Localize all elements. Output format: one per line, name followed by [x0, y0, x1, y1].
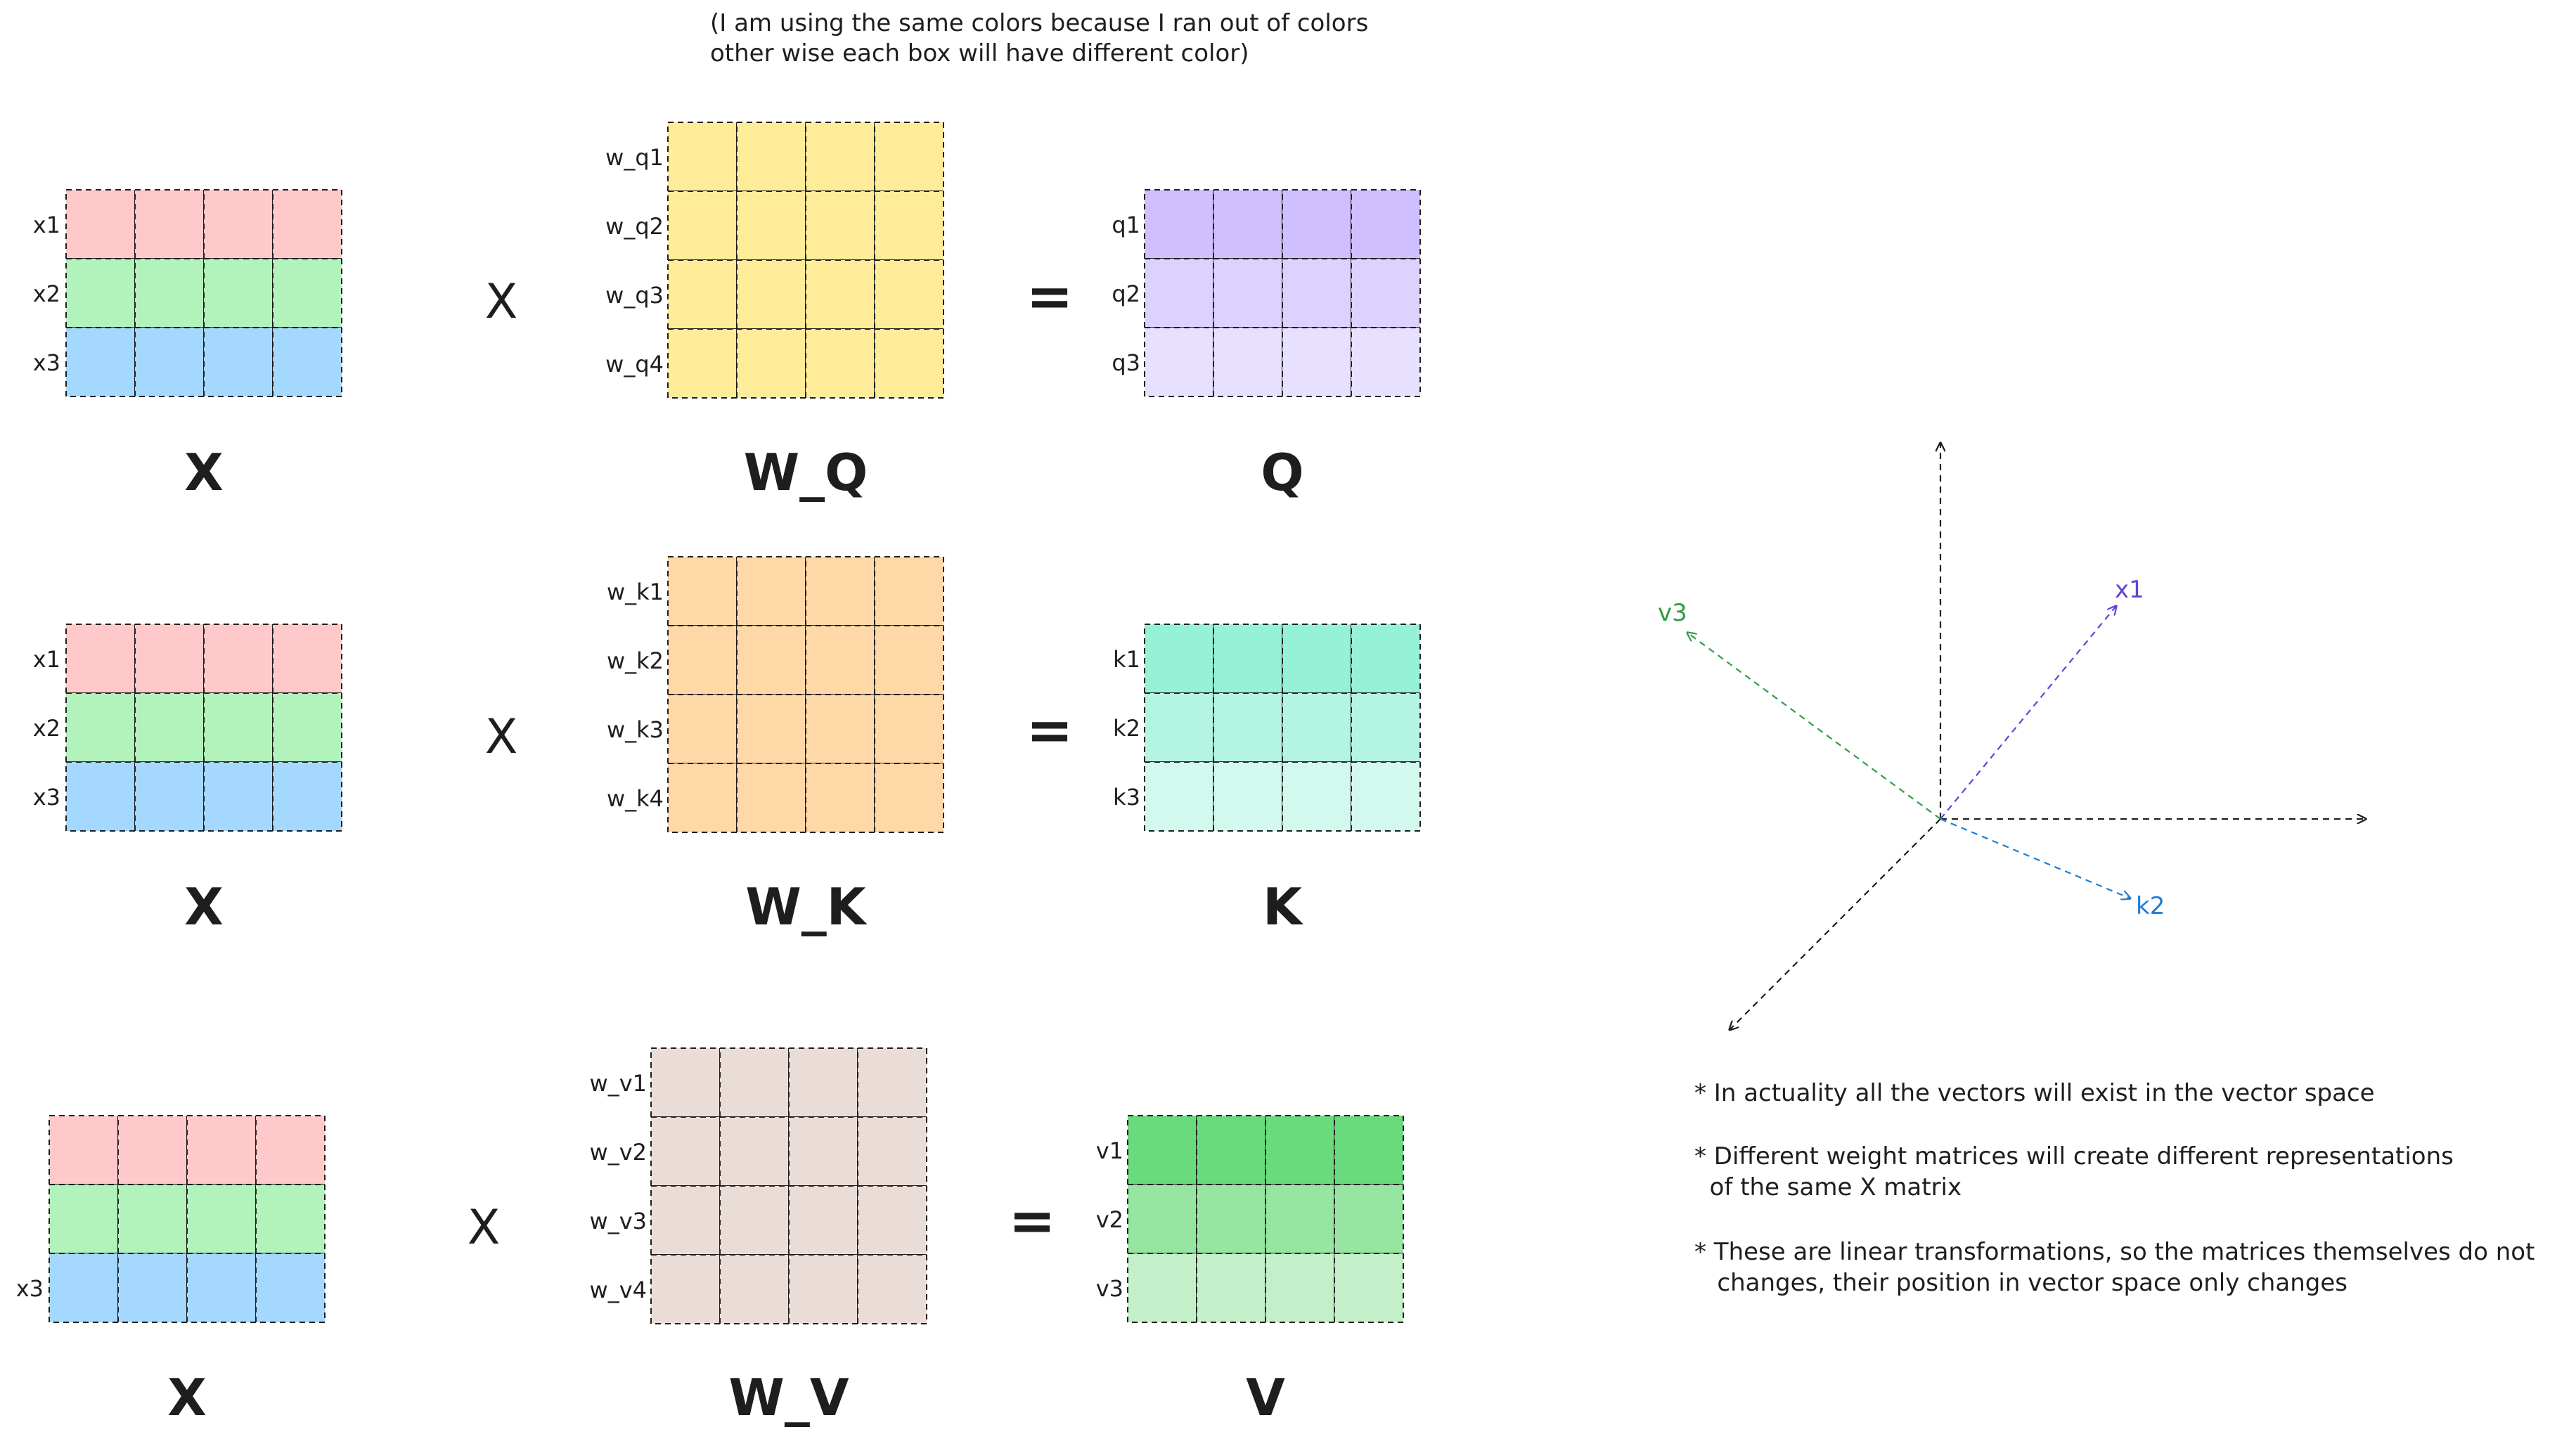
matrix-row-2 — [33, 557, 1420, 936]
weight-matrix-cell — [789, 1255, 858, 1324]
weight-matrix-cell — [789, 1186, 858, 1255]
output-matrix-cell — [1282, 259, 1351, 328]
weight-matrix-cell — [875, 626, 944, 695]
weight-matrix-cell — [875, 191, 944, 260]
input-matrix-cell — [135, 190, 204, 259]
weight-row-label: w_q2 — [605, 213, 664, 240]
input-matrix-cell — [66, 624, 135, 693]
weight-matrix-cell — [858, 1186, 927, 1255]
weight-matrix-cell — [651, 1048, 720, 1117]
notes — [1694, 1079, 2535, 1297]
output-matrix-cell — [1145, 328, 1213, 396]
output-row-label: q3 — [1112, 349, 1140, 376]
output-matrix-cell — [1266, 1253, 1334, 1322]
weight-matrix-cell — [858, 1117, 927, 1186]
input-matrix-cell — [273, 190, 342, 259]
weight-matrix-cell — [806, 763, 875, 832]
input-matrix-cell — [118, 1116, 187, 1185]
weight-matrix-cell — [806, 626, 875, 695]
weight-matrix-cell — [651, 1255, 720, 1324]
weight-matrix-cell — [789, 1117, 858, 1186]
weight-matrix-cell — [875, 122, 944, 191]
output-matrix-cell — [1334, 1116, 1403, 1185]
output-matrix-cell — [1334, 1253, 1403, 1322]
output-matrix-cell — [1213, 762, 1282, 831]
input-row-label: x2 — [32, 715, 60, 742]
output-matrix-cell — [1351, 762, 1420, 831]
weight-matrix-cell — [806, 260, 875, 329]
output-matrix-cell — [1351, 693, 1420, 762]
input-matrix-cell — [135, 328, 204, 396]
weight-matrix-title: W_K — [745, 877, 866, 936]
weight-matrix-cell — [668, 191, 737, 260]
input-matrix-cell — [135, 762, 204, 831]
output-matrix-cell — [1197, 1116, 1266, 1185]
weight-matrix-cell — [668, 557, 737, 626]
output-matrix-cell — [1213, 328, 1282, 396]
output-matrix-cell — [1128, 1185, 1197, 1253]
equals-operator: = — [1008, 1188, 1056, 1253]
input-matrix-title: X — [167, 1368, 207, 1427]
input-matrix-cell — [256, 1185, 325, 1253]
input-matrix-cell — [187, 1185, 256, 1253]
output-matrix-cell — [1334, 1185, 1403, 1253]
weight-matrix-cell — [651, 1186, 720, 1255]
weight-matrix-cell — [720, 1048, 789, 1117]
output-matrix-title: Q — [1261, 443, 1304, 502]
weight-row-label: w_k2 — [606, 647, 664, 674]
multiply-operator: X — [484, 274, 518, 330]
weight-matrix-cell — [806, 329, 875, 398]
top-note-line-2: other wise each box will have different color) — [710, 39, 1249, 67]
output-matrix-cell — [1351, 259, 1420, 328]
equals-operator: = — [1026, 264, 1074, 329]
input-row-label: x1 — [32, 646, 60, 673]
weight-matrix-cell — [806, 695, 875, 763]
input-matrix-cell — [256, 1253, 325, 1322]
weight-matrix-cell — [737, 626, 806, 695]
weight-matrix-cell — [789, 1048, 858, 1117]
note-3-line-2: changes, their position in vector space only changes — [1694, 1269, 2348, 1297]
output-matrix-cell — [1145, 624, 1213, 693]
weight-matrix-cell — [858, 1255, 927, 1324]
weight-row-label: w_q1 — [605, 144, 664, 171]
input-matrix-cell — [273, 259, 342, 328]
weight-matrix-cell — [668, 763, 737, 832]
weight-row-label: w_k3 — [606, 716, 664, 743]
output-matrix-cell — [1282, 693, 1351, 762]
weight-matrix-cell — [720, 1186, 789, 1255]
weight-matrix-cell — [858, 1048, 927, 1117]
note-2-line-2: of the same X matrix — [1694, 1173, 1962, 1201]
vector-x1-arrow — [1940, 606, 2116, 819]
vector-k2-label: k2 — [2136, 892, 2165, 920]
note-2-line-1: * Different weight matrices will create different representations — [1694, 1142, 2454, 1170]
output-matrix-cell — [1213, 693, 1282, 762]
vector-x1-label: x1 — [2115, 576, 2144, 604]
input-row-label: x3 — [32, 349, 60, 376]
weight-matrix-cell — [651, 1117, 720, 1186]
axis-down-left — [1730, 819, 1940, 1030]
weight-row-label: w_k4 — [606, 785, 664, 812]
weight-row-label: w_v2 — [589, 1139, 647, 1166]
output-row-label: k2 — [1113, 715, 1140, 742]
note-1-line-1: * In actuality all the vectors will exist in the vector space — [1694, 1079, 2375, 1107]
matrix-row-3 — [16, 1048, 1403, 1427]
weight-row-label: w_v1 — [589, 1070, 647, 1097]
input-matrix-cell — [204, 328, 273, 396]
output-matrix-cell — [1197, 1253, 1266, 1322]
multiply-operator: X — [484, 709, 518, 765]
input-matrix-title: X — [184, 443, 224, 502]
weight-matrix-cell — [668, 626, 737, 695]
input-row-label: x2 — [32, 280, 60, 307]
input-matrix-cell — [66, 762, 135, 831]
input-matrix-cell — [187, 1116, 256, 1185]
input-matrix-cell — [273, 762, 342, 831]
input-matrix-cell — [49, 1116, 118, 1185]
output-row-label: q1 — [1112, 212, 1140, 238]
matrix-row-1 — [33, 122, 1420, 502]
output-matrix-title: V — [1246, 1368, 1285, 1427]
weight-matrix-cell — [875, 260, 944, 329]
weight-row-label: w_v3 — [589, 1208, 647, 1234]
input-row-label: x1 — [32, 212, 60, 238]
weight-matrix-cell — [668, 695, 737, 763]
output-matrix-cell — [1128, 1253, 1197, 1322]
input-row-label: x3 — [15, 1275, 44, 1302]
input-matrix-cell — [66, 259, 135, 328]
output-matrix-cell — [1128, 1116, 1197, 1185]
output-matrix-cell — [1145, 693, 1213, 762]
output-matrix-cell — [1213, 624, 1282, 693]
weight-matrix-cell — [806, 557, 875, 626]
weight-matrix-cell — [806, 191, 875, 260]
weight-matrix-cell — [737, 763, 806, 832]
weight-matrix-cell — [806, 122, 875, 191]
vector-v3-arrow — [1687, 633, 1940, 819]
output-matrix-cell — [1213, 259, 1282, 328]
vector-space-plot — [1658, 443, 2366, 1030]
input-matrix-cell — [49, 1185, 118, 1253]
weight-matrix-title: W_Q — [743, 443, 868, 502]
equals-operator: = — [1026, 697, 1074, 763]
input-matrix-cell — [66, 190, 135, 259]
input-matrix-cell — [135, 259, 204, 328]
output-row-label: k1 — [1113, 646, 1140, 673]
output-matrix-cell — [1351, 328, 1420, 396]
input-matrix-cell — [273, 624, 342, 693]
weight-row-label: w_q4 — [605, 351, 664, 378]
input-matrix-title: X — [184, 877, 224, 936]
output-matrix-cell — [1197, 1185, 1266, 1253]
input-matrix-cell — [135, 624, 204, 693]
weight-matrix-cell — [720, 1117, 789, 1186]
weight-matrix-cell — [875, 557, 944, 626]
note-3-line-1: * These are linear transformations, so the matrices themselves do not — [1694, 1238, 2535, 1266]
output-matrix-cell — [1351, 190, 1420, 259]
weight-matrix-cell — [875, 329, 944, 398]
output-row-label: k3 — [1113, 784, 1140, 811]
output-matrix-cell — [1282, 762, 1351, 831]
output-row-label: q2 — [1112, 280, 1140, 307]
output-matrix-cell — [1351, 624, 1420, 693]
weight-matrix-cell — [875, 763, 944, 832]
input-matrix-cell — [273, 693, 342, 762]
weight-matrix-cell — [737, 329, 806, 398]
output-matrix-cell — [1145, 259, 1213, 328]
output-matrix-cell — [1282, 190, 1351, 259]
output-matrix-cell — [1213, 190, 1282, 259]
weight-matrix-cell — [737, 122, 806, 191]
output-row-label: v2 — [1095, 1206, 1123, 1233]
input-matrix-cell — [66, 328, 135, 396]
input-matrix-cell — [204, 190, 273, 259]
output-matrix-title: K — [1263, 877, 1302, 936]
input-matrix-cell — [49, 1253, 118, 1322]
vector-v3-label: v3 — [1658, 599, 1687, 627]
multiply-operator: X — [467, 1200, 501, 1256]
weight-matrix-cell — [668, 122, 737, 191]
weight-matrix-cell — [720, 1255, 789, 1324]
weight-matrix-cell — [875, 695, 944, 763]
weight-matrix-cell — [737, 557, 806, 626]
input-matrix-cell — [204, 259, 273, 328]
input-matrix-cell — [204, 624, 273, 693]
output-matrix-cell — [1266, 1116, 1334, 1185]
weight-matrix-cell — [737, 695, 806, 763]
input-matrix-cell — [204, 762, 273, 831]
input-matrix-cell — [256, 1116, 325, 1185]
vector-k2-arrow — [1940, 819, 2130, 898]
weight-matrix-cell — [737, 191, 806, 260]
input-matrix-cell — [273, 328, 342, 396]
input-matrix-cell — [187, 1253, 256, 1322]
top-note-line-1: (I am using the same colors because I ran out of colors — [710, 9, 1369, 37]
output-matrix-cell — [1145, 190, 1213, 259]
output-row-label: v1 — [1095, 1137, 1123, 1164]
weight-row-label: w_k1 — [606, 579, 664, 605]
output-matrix-cell — [1266, 1185, 1334, 1253]
output-row-label: v3 — [1095, 1275, 1123, 1302]
output-matrix-cell — [1145, 762, 1213, 831]
input-row-label: x3 — [32, 784, 60, 811]
output-matrix-cell — [1282, 328, 1351, 396]
input-matrix-cell — [66, 693, 135, 762]
weight-matrix-cell — [668, 260, 737, 329]
output-matrix-cell — [1282, 624, 1351, 693]
weight-row-label: w_q3 — [605, 282, 664, 309]
weight-matrix-title: W_V — [728, 1368, 849, 1427]
matrix-rows — [16, 122, 1420, 1427]
weight-row-label: w_v4 — [589, 1277, 647, 1303]
input-matrix-cell — [118, 1253, 187, 1322]
weight-matrix-cell — [668, 329, 737, 398]
weight-matrix-cell — [737, 260, 806, 329]
input-matrix-cell — [135, 693, 204, 762]
input-matrix-cell — [118, 1185, 187, 1253]
input-matrix-cell — [204, 693, 273, 762]
